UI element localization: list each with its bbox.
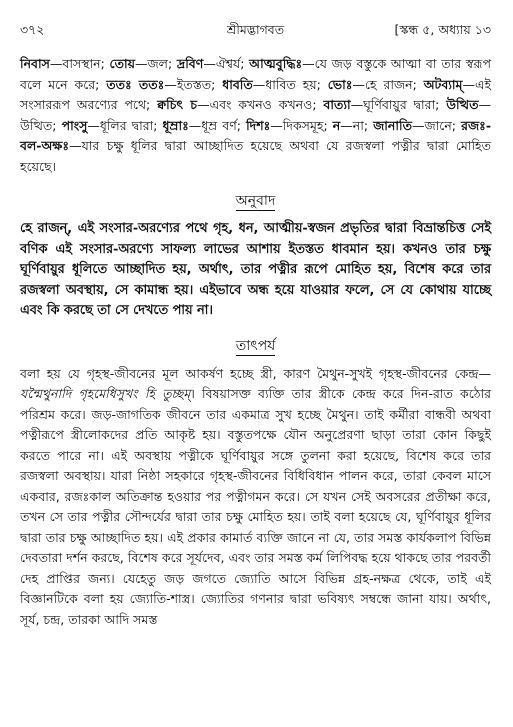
purport-heading: তাৎপর্য <box>235 337 276 354</box>
synonym-meaning: যার চক্ষু ধূলির দ্বারা আচ্ছাদিত হয়েছে অথবা যে রজস্বলা পত্নীর দ্বারা মোহিত হয়েছে। <box>20 138 491 174</box>
synonym-term: রজঃ-বল-অক্ষঃ <box>20 117 492 153</box>
synonym-meaning: ইতস্তত; <box>176 76 223 92</box>
synonym-meaning: হে রাজন; <box>364 76 424 92</box>
synonym-term: দিশঃ <box>246 117 271 133</box>
synonym-term: দ্রবিণ <box>176 56 204 71</box>
purport-text: বলা হয় যে গৃহস্থ-জীবনের মূল আকর্ষণ হচ্ছে স্ত্রী, কারণ মৈথুন-সুখই গৃহস্থ-জীবনের কেন্দ্র—যন্মৈথুনাদি গৃহমেধিসুখং হি তুচ্ছম্। বিষয়াসক্ত ব্যক্তি তার স্ত্রীকে কেন্দ্র করে দিন-রাত কঠোর পরিশ্রম করে। জড়-জাগতিক জীবনে তার একমাত্র সুখ হচ্ছে মৈথুন। তাই কর্মীরা বান্ধবী অথবা পত্নীরূপে স্ত্রীলোকদের প্রতি আকৃষ্ট হয়। বস্তুতপক্ষে যৌন অনুপ্রেরণা ছাড়া তারা কোন কিছুই করতে পারে না। এই অবস্থায় পত্নীকে ঘূর্ণিবায়ুর সঙ্গে তুলনা করা হয়েছে, বিশেষ করে তার রজস্বলা অবস্থায়। যারা নিষ্ঠা সহকারে গৃহস্থ-জীবনের বিধিবিধান পালন করে, তারা কেবল মাসে একবার, রজঃকাল অতিক্রান্ত হওয়ার পর পত্নীগমন করে। সে যখন সেই অবসরের প্রতীক্ষা করে, তখন সে তার পত্নীর সৌন্দর্যের দ্বারা তার চক্ষু মোহিত হয়। তাই বলা হয়েছে যে, ঘূর্ণিবায়ুর ধূলির দ্বারা তার চক্ষু আচ্ছাদিত হয়। এই প্রকার কামার্ত ব্যক্তি জানে না যে, তার সমস্ত কার্যকলাপ বিভিন্ন দেবতারা দর্শন করছে, বিশেষ করে সূর্যদেব, এবং তার সমস্ত কর্ম লিপিবদ্ধ হয়ে থাকছে তার পরবর্তী দেহ প্রাপ্তির জন্য। যেহেতু জড় জগতে জ্যোতি আসে বিভিন্ন গ্রহ-নক্ষত্র থেকে, তাই এই বিজ্ঞানটিকে বলা হয় জ্যোতি-শাস্ত্র। জ্যোতির গণনার দ্বারা ভবিষ্যৎ সম্বন্ধে জানা যায়। অর্থাৎ, সূর্য, চন্দ্র, তারকা আদি সমস্ত <box>20 365 491 627</box>
synonym-meaning: উত্থিত; <box>20 117 62 133</box>
page-number: ৩৭২ <box>20 22 45 37</box>
synonym-term: ক্বচিৎ চ <box>157 97 198 112</box>
page-header <box>20 22 491 46</box>
synonym-meaning: এবং কখনও কখনও; <box>209 97 324 112</box>
synonym-meaning: ধাবিত হয়; <box>265 76 328 92</box>
synonym-term: জানাতি <box>373 117 412 133</box>
synonym-meaning: না; <box>352 117 374 133</box>
synonym-term: আত্মবুদ্ধিঃ <box>249 56 303 71</box>
synonym-meaning: জানে; <box>424 117 462 133</box>
synonym-term: অটব্যাম্ <box>423 76 463 92</box>
translation-heading: অনুবাদ <box>235 193 276 209</box>
synonym-term: বাত্যা <box>323 97 351 112</box>
translation-text: হে রাজন্, এই সংসার-অরণ্যের পথে গৃহ, ধন, আত্মীয়-স্বজন প্রভৃতির দ্বারা বিভ্রান্তচিত্ত সেই বণিক এই সংসার-অরণ্যে সাফল্য লাভের আশায় ইতস্তত ধাবমান হয়। কখনও তার চক্ষু ঘূর্ণিবায়ুর ধূলিতে আচ্ছাদিত হয়, অর্থাৎ, তার পত্নীর রূপে মোহিত হয়, বিশেষ করে তার রজস্বলা অবস্থায়, সে কামান্ধ হয়। এইভাবে অন্ধ হয়ে যাওয়ার ফলে, সে যে কোথায় যাচ্ছে এবং কি করছে তা সে দেখতে পায় না। <box>20 221 491 318</box>
synonym-meaning: জল; <box>147 56 177 71</box>
synonym-term: ততঃ ততঃ <box>106 76 165 92</box>
synonym-meaning: যে জড় বস্তুকে আত্মা বা তার স্বরূপ বলে মনে করে; <box>20 56 491 92</box>
synonym-meaning: দিকসমূহ; <box>282 117 333 133</box>
synonym-meaning: বাসস্থান; <box>62 56 110 71</box>
synonym-term: ভোঃ <box>327 76 353 92</box>
synonym-term: নিবাস <box>20 56 50 71</box>
synonym-meaning: ধূলির দ্বারা; <box>99 117 163 133</box>
synonyms-block: নিবাস—বাসস্থান; তোয়—জল; দ্রবিণ—ঐশ্বর্য; আত্মবুদ্ধিঃ—যে জড় বস্তুকে আত্মা বা তার স্বরূপ বলে মনে করে; ততঃ ততঃ—ইতস্তত; ধাবতি—ধাবিত হয়; ভোঃ—হে রাজন; অটব্যাম্—এই সংসাররূপ অরণ্যের পথে; ক্বচিৎ চ—এবং কখনও কখনও; বাত্যা—ঘূর্ণিবায়ুর দ্বারা; উত্থিত—উত্থিত; পাংসু—ধূলির দ্বারা; ধূম্রাঃ—ধূম্র বর্ণ; দিশঃ—দিকসমূহ; ন—না; জানাতি—জানে; রজঃ-বল-অক্ষঃ—যার চক্ষু ধূলির দ্বারা আচ্ছাদিত হয়েছে অথবা যে রজস্বলা পত্নীর দ্বারা মোহিত হয়েছে। <box>20 56 492 174</box>
book-title: শ্রীমদ্ভাগবত <box>226 22 285 37</box>
synonym-term: পাংসু <box>61 117 88 133</box>
synonym-term: ধূম্রাঃ <box>162 117 189 133</box>
purport-quote: যন্মৈথুনাদি গৃহমেধিসুখং হি তুচ্ছম্ <box>20 386 191 401</box>
synonym-meaning: ধূম্র বর্ণ; <box>201 117 247 133</box>
synonym-term: ধাবতি <box>222 76 253 92</box>
synonym-meaning: ঘূর্ণিবায়ুর দ্বারা; <box>363 97 447 112</box>
synonym-term: তোয় <box>109 56 135 71</box>
synonym-term: উত্থিত <box>446 97 479 112</box>
synonym-term: ন <box>332 117 341 133</box>
synonym-meaning: এই সংসাররূপ অরণ্যের পথে; <box>20 76 492 112</box>
chapter-reference: [স্কন্ধ ৫, অধ্যায় ১৩ <box>394 22 491 37</box>
synonym-meaning: ঐশ্বর্য; <box>215 56 250 71</box>
